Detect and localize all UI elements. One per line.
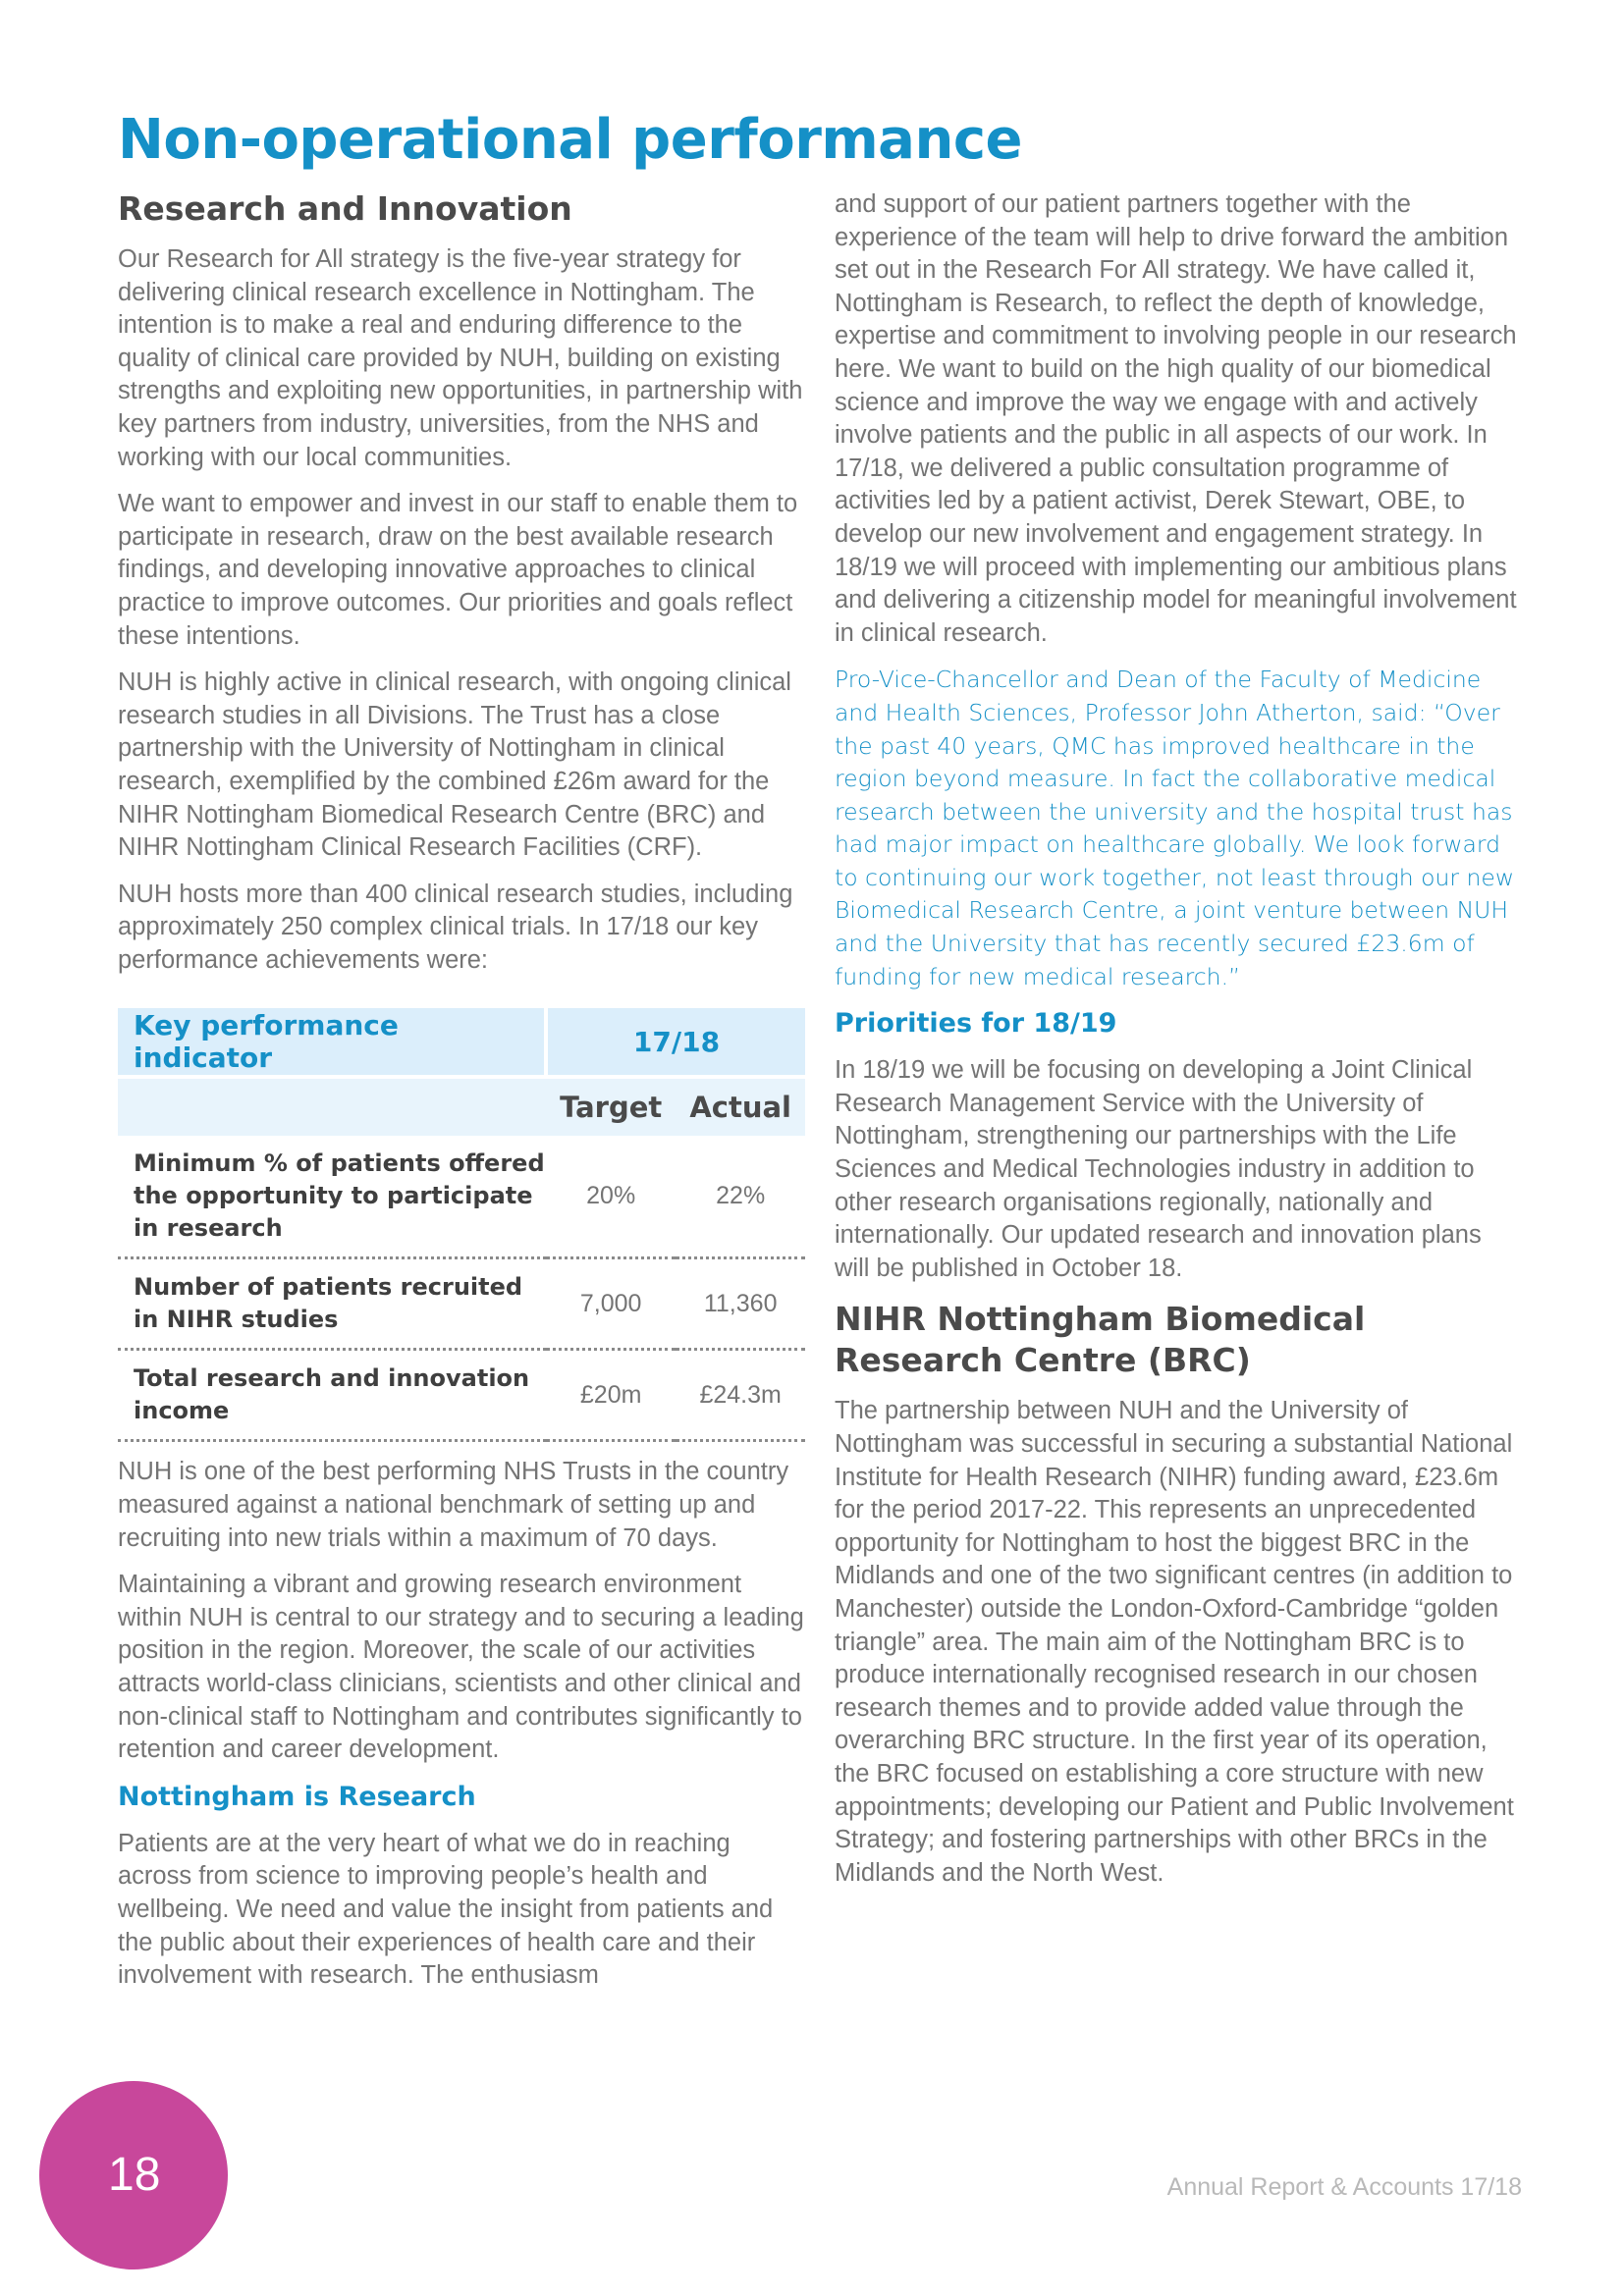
kpi-label: Total research and innovation income [118, 1350, 546, 1441]
empty-header-cell [118, 1077, 546, 1136]
body-paragraph: Our Research for All strategy is the five-year strategy for delivering clinical research excellence in Nottingham. The intention is to make a real and enduring difference to the quality of clinical care provided by NUH, building on existing strengths and exploiting new opportunities, in partnership with key partners from industry, universities, from the NHS and working with our local communities. [118, 245, 803, 471]
actual-header: Actual [676, 1077, 805, 1136]
body-paragraph: NUH is highly active in clinical research, with ongoing clinical research studies in all Divisions. The Trust has a close partnership with the University of Nottingham in clinical research, exemplified by the combined £26m award for the NIHR Nottingham Biomedical Research Centre (BRC) and NIHR Nottingham Clinical Research Facilities (CRF). [118, 668, 791, 862]
body-paragraph: We want to empower and invest in our staff to enable them to participate in research, draw on the best available research findings, and developing innovative approaches to clinical practice to improve outcomes. Our priorities and goals reflect these intentions. [118, 490, 798, 650]
priorities-heading: Priorities for 18/19 [835, 1008, 1117, 1040]
kpi-actual: 11,360 [676, 1258, 805, 1350]
kpi-label: Number of patients recruited in NIHR studies [118, 1258, 546, 1350]
period-header: 17/18 [546, 1008, 805, 1077]
research-innovation-heading: Research and Innovation [118, 189, 572, 228]
page-title: Non-operational performance [118, 108, 1022, 172]
body-paragraph: Patients are at the very heart of what we do in reaching across from science to improving people’s health and wellbeing. We need and value the insight from patients and the public about their experiences of health care and their involvement with research. The enthusiasm [118, 1829, 774, 1990]
body-paragraph: NUH is one of the best performing NHS Trusts in the country measured against a national benchmark of setting up and recruiting into new trials within a maximum of 70 days. [118, 1458, 789, 1552]
target-header: Target [546, 1077, 676, 1136]
pull-quote: Pro-Vice-Chancellor and Dean of the Faculty of Medicine and Health Sciences, Professor John Atherton, said: “Over the past 40 years, QMC has improved healthcare in the region beyond measure. In fact the collaborative medical research between the university and the hospital trust has had major impact on healthcare globally. We look forward to continuing our work together, not least through our new Biomedical Research Centre, a joint venture between NUH and the University that has recently secured £23.6m of funding for new medical research.” [835, 666, 1515, 990]
body-paragraph: The partnership between NUH and the University of Nottingham was successful in securing a substantial National Institute for Health Research (NIHR) funding award, £23.6m for the period 2017-22. This represents an unprecedented opportunity for Nottingham to host the biggest BRC in the Midlands and one of the two significant centres (in addition to Manchester) outside the London-Oxford-Cambridge “golden triangle” area. The main aim of the Nottingham BRC is to produce internationally recognised research in our chosen research themes and to provide added value through the overarching BRC structure. In the first year of its operation, the BRC focused on establishing a core structure with new appointments; developing our Patient and Public Involvement Strategy; and fostering partnerships with other BRCs in the Midlands and the North West. [835, 1397, 1514, 1887]
kpi-actual: 22% [676, 1136, 805, 1258]
nottingham-research-heading: Nottingham is Research [118, 1781, 476, 1812]
table-row [118, 1258, 805, 1350]
report-footer: Annual Report & Accounts 17/18 [1166, 2173, 1522, 2201]
left-column [118, 188, 805, 2006]
kpi-actual: £24.3m [676, 1350, 805, 1441]
right-column [835, 188, 1522, 1903]
table-row [118, 1136, 805, 1258]
kpi-target: 7,000 [546, 1258, 676, 1350]
kpi-target: 20% [546, 1136, 676, 1258]
body-paragraph: and support of our patient partners together with the experience of the team will help to drive forward the ambition set out in the Research For All strategy. We have called it, Nottingham is Research, to reflect the depth of knowledge, expertise and commitment to involving people in our research here. We want to build on the high quality of our biomedical science and improve the way we engage with and actively involve patients and the public in all aspects of our work. In 17/18, we delivered a public consultation programme of activities led by a patient activist, Derek Stewart, OBE, to develop our new involvement and engagement strategy. In 18/19 we will proceed with implementing our ambitious plans and delivering a citizenship model for meaningful involvement in clinical research. [835, 190, 1517, 647]
page-number: 18 [108, 2149, 161, 2201]
kpi-column-header: Key performance indicator [118, 1008, 546, 1077]
table-row [118, 1350, 805, 1441]
brc-heading: NIHR Nottingham Biomedical Research Centre (BRC) [835, 1300, 1366, 1380]
body-paragraph: In 18/19 we will be focusing on developing a Joint Clinical Research Management Service with the University of Nottingham, strengthening our partnerships with the Life Sciences and Medical Technologies industry in addition to other research organisations regionally, nationally and internationally. Our updated research and innovation plans will be published in October 18. [835, 1056, 1482, 1282]
kpi-label: Minimum % of patients offered the opportunity to participate in research [118, 1136, 546, 1258]
kpi-table [118, 1008, 805, 1442]
kpi-target: £20m [546, 1350, 676, 1441]
body-paragraph: Maintaining a vibrant and growing research environment within NUH is central to our strategy and to securing a leading position in the region. Moreover, the scale of our activities attracts world-class clinicians, scientists and other clinical and non-clinical staff to Nottingham and contributes significantly to retention and career development. [118, 1571, 804, 1764]
body-paragraph: NUH hosts more than 400 clinical research studies, including approximately 250 complex clinical trials. In 17/18 our key performance achievements were: [118, 880, 793, 974]
